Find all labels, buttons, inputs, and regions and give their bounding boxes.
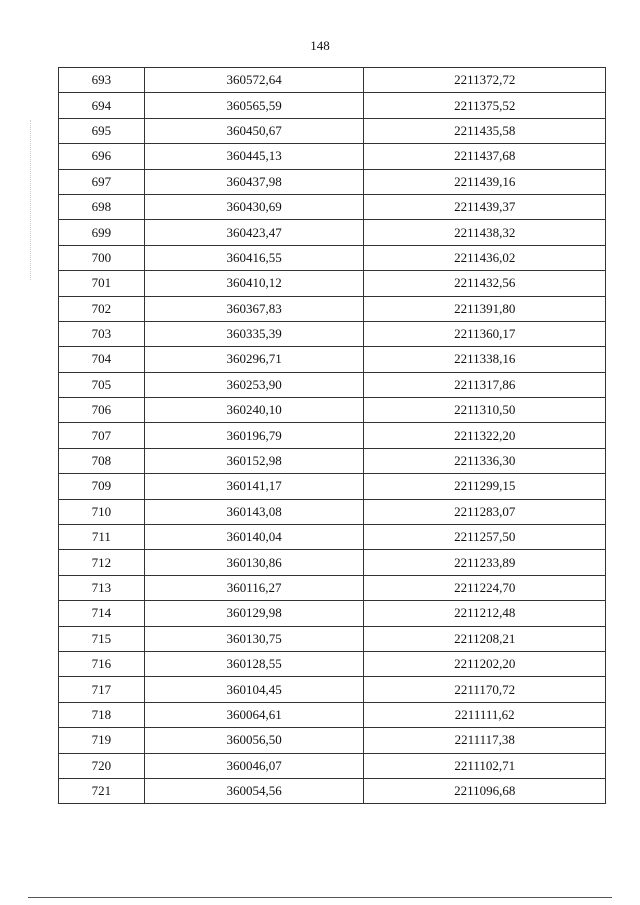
table-row: [59, 499, 606, 524]
y-coordinate-cell: 2211437,68: [364, 144, 606, 169]
table-row: [59, 575, 606, 600]
y-coordinate-cell: 2211435,58: [364, 118, 606, 143]
point-number-cell: 713: [59, 575, 145, 600]
point-number-cell: 708: [59, 448, 145, 473]
table-row: [59, 753, 606, 778]
x-coordinate-cell: 360056,50: [144, 728, 364, 753]
x-coordinate-cell: 360367,83: [144, 296, 364, 321]
table-row: [59, 398, 606, 423]
x-coordinate-cell: 360046,07: [144, 753, 364, 778]
y-coordinate-cell: 2211338,16: [364, 347, 606, 372]
table-row: [59, 626, 606, 651]
x-coordinate-cell: 360410,12: [144, 271, 364, 296]
y-coordinate-cell: 2211224,70: [364, 575, 606, 600]
y-coordinate-cell: 2211391,80: [364, 296, 606, 321]
table-row: [59, 423, 606, 448]
y-coordinate-cell: 2211102,71: [364, 753, 606, 778]
y-coordinate-cell: 2211439,37: [364, 194, 606, 219]
table-row: [59, 525, 606, 550]
y-coordinate-cell: 2211299,15: [364, 474, 606, 499]
page-number: 148: [310, 38, 330, 53]
point-number-cell: 710: [59, 499, 145, 524]
x-coordinate-cell: 360335,39: [144, 321, 364, 346]
y-coordinate-cell: 2211170,72: [364, 677, 606, 702]
point-number-cell: 693: [59, 68, 145, 93]
point-number-cell: 717: [59, 677, 145, 702]
x-coordinate-cell: 360104,45: [144, 677, 364, 702]
x-coordinate-cell: 360430,69: [144, 194, 364, 219]
x-coordinate-cell: 360565,59: [144, 93, 364, 118]
x-coordinate-cell: 360064,61: [144, 702, 364, 727]
y-coordinate-cell: 2211336,30: [364, 448, 606, 473]
y-coordinate-cell: 2211439,16: [364, 169, 606, 194]
bottom-rule: [28, 897, 612, 898]
point-number-cell: 699: [59, 220, 145, 245]
x-coordinate-cell: 360450,67: [144, 118, 364, 143]
x-coordinate-cell: 360130,75: [144, 626, 364, 651]
table-row: [59, 651, 606, 676]
x-coordinate-cell: 360128,55: [144, 651, 364, 676]
x-coordinate-cell: 360141,17: [144, 474, 364, 499]
table-row: [59, 448, 606, 473]
table-row: [59, 474, 606, 499]
table-row: [59, 93, 606, 118]
point-number-cell: 706: [59, 398, 145, 423]
point-number-cell: 714: [59, 601, 145, 626]
table-row: [59, 169, 606, 194]
table-row: [59, 118, 606, 143]
point-number-cell: 720: [59, 753, 145, 778]
x-coordinate-cell: 360423,47: [144, 220, 364, 245]
point-number-cell: 694: [59, 93, 145, 118]
point-number-cell: 696: [59, 144, 145, 169]
table-row: [59, 194, 606, 219]
point-number-cell: 715: [59, 626, 145, 651]
point-number-cell: 718: [59, 702, 145, 727]
x-coordinate-cell: 360445,13: [144, 144, 364, 169]
y-coordinate-cell: 2211096,68: [364, 778, 606, 803]
point-number-cell: 700: [59, 245, 145, 270]
x-coordinate-cell: 360129,98: [144, 601, 364, 626]
y-coordinate-cell: 2211436,02: [364, 245, 606, 270]
y-coordinate-cell: 2211317,86: [364, 372, 606, 397]
point-number-cell: 707: [59, 423, 145, 448]
table-row: [59, 677, 606, 702]
point-number-cell: 703: [59, 321, 145, 346]
point-number-cell: 701: [59, 271, 145, 296]
y-coordinate-cell: 2211111,62: [364, 702, 606, 727]
x-coordinate-cell: 360143,08: [144, 499, 364, 524]
coordinates-table-body: [59, 68, 606, 804]
y-coordinate-cell: 2211322,20: [364, 423, 606, 448]
y-coordinate-cell: 2211208,21: [364, 626, 606, 651]
x-coordinate-cell: 360572,64: [144, 68, 364, 93]
y-coordinate-cell: 2211375,52: [364, 93, 606, 118]
x-coordinate-cell: 360416,55: [144, 245, 364, 270]
x-coordinate-cell: 360130,86: [144, 550, 364, 575]
y-coordinate-cell: 2211360,17: [364, 321, 606, 346]
point-number-cell: 721: [59, 778, 145, 803]
point-number-cell: 704: [59, 347, 145, 372]
y-coordinate-cell: 2211438,32: [364, 220, 606, 245]
y-coordinate-cell: 2211117,38: [364, 728, 606, 753]
margin-mark: [30, 120, 31, 280]
table-row: [59, 372, 606, 397]
point-number-cell: 719: [59, 728, 145, 753]
x-coordinate-cell: 360116,27: [144, 575, 364, 600]
x-coordinate-cell: 360240,10: [144, 398, 364, 423]
point-number-cell: 711: [59, 525, 145, 550]
table-row: [59, 550, 606, 575]
point-number-cell: 702: [59, 296, 145, 321]
x-coordinate-cell: 360253,90: [144, 372, 364, 397]
table-row: [59, 321, 606, 346]
y-coordinate-cell: 2211257,50: [364, 525, 606, 550]
point-number-cell: 712: [59, 550, 145, 575]
table-row: [59, 220, 606, 245]
point-number-cell: 697: [59, 169, 145, 194]
table-row: [59, 601, 606, 626]
table-row: [59, 68, 606, 93]
table-row: [59, 347, 606, 372]
point-number-cell: 705: [59, 372, 145, 397]
x-coordinate-cell: 360152,98: [144, 448, 364, 473]
x-coordinate-cell: 360140,04: [144, 525, 364, 550]
x-coordinate-cell: 360296,71: [144, 347, 364, 372]
point-number-cell: 709: [59, 474, 145, 499]
x-coordinate-cell: 360054,56: [144, 778, 364, 803]
x-coordinate-cell: 360196,79: [144, 423, 364, 448]
y-coordinate-cell: 2211432,56: [364, 271, 606, 296]
point-number-cell: 698: [59, 194, 145, 219]
table-row: [59, 144, 606, 169]
y-coordinate-cell: 2211310,50: [364, 398, 606, 423]
x-coordinate-cell: 360437,98: [144, 169, 364, 194]
table-row: [59, 728, 606, 753]
table-row: [59, 778, 606, 803]
point-number-cell: 695: [59, 118, 145, 143]
y-coordinate-cell: 2211212,48: [364, 601, 606, 626]
table-row: [59, 702, 606, 727]
point-number-cell: 716: [59, 651, 145, 676]
table-row: [59, 296, 606, 321]
y-coordinate-cell: 2211233,89: [364, 550, 606, 575]
y-coordinate-cell: 2211372,72: [364, 68, 606, 93]
coordinates-table: [58, 67, 606, 804]
table-row: [59, 245, 606, 270]
y-coordinate-cell: 2211202,20: [364, 651, 606, 676]
y-coordinate-cell: 2211283,07: [364, 499, 606, 524]
table-row: [59, 271, 606, 296]
